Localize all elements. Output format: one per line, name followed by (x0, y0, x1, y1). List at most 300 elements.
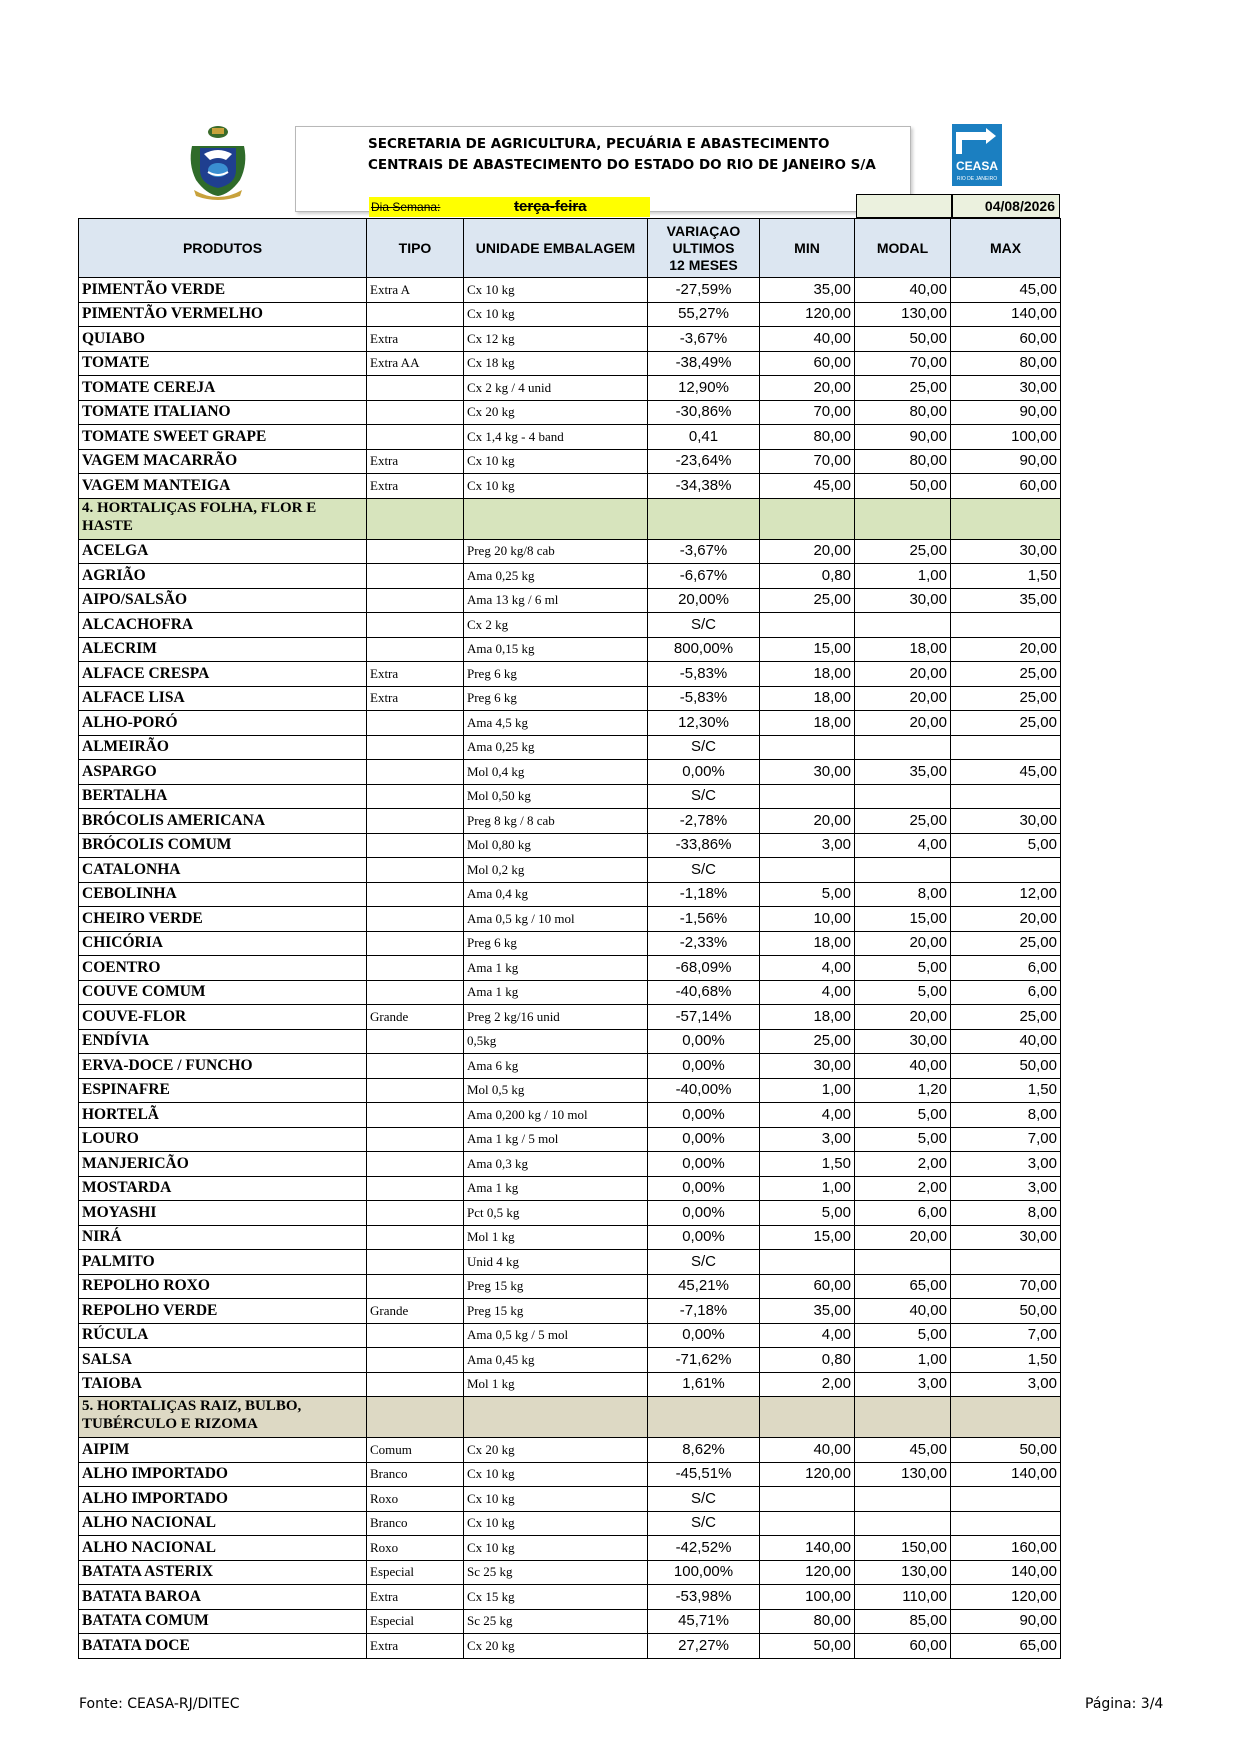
cell-variacao: -71,62% (648, 1348, 760, 1373)
cell-produto: CEBOLINHA (79, 882, 367, 907)
cell-modal: 35,00 (855, 760, 951, 785)
table-row (79, 1438, 1061, 1463)
cell-max: 30,00 (951, 376, 1061, 401)
cell-unidade: Preg 6 kg (464, 662, 648, 687)
table-row (79, 1462, 1061, 1487)
cell-tipo: Extra (367, 686, 464, 711)
table-row (79, 1511, 1061, 1536)
cell-unidade: Ama 0,200 kg / 10 mol (464, 1103, 648, 1128)
cell-produto: MANJERICÃO (79, 1152, 367, 1177)
cell-modal: 130,00 (855, 1462, 951, 1487)
section-empty-cell (951, 498, 1061, 539)
cell-modal (855, 1511, 951, 1536)
section-empty-cell (760, 1397, 855, 1438)
cell-tipo (367, 588, 464, 613)
cell-unidade: Cx 20 kg (464, 400, 648, 425)
header-line-1: SECRETARIA DE AGRICULTURA, PECUÁRIA E ABASTECIMENTO (368, 136, 830, 152)
table-row (79, 449, 1061, 474)
cell-variacao: 0,00% (648, 1054, 760, 1079)
cell-produto: CHICÓRIA (79, 931, 367, 956)
cell-unidade: Preg 15 kg (464, 1299, 648, 1324)
cell-tipo (367, 613, 464, 638)
table-row (79, 564, 1061, 589)
cell-variacao: -42,52% (648, 1536, 760, 1561)
cell-produto: REPOLHO ROXO (79, 1274, 367, 1299)
cell-modal: 40,00 (855, 278, 951, 303)
cell-unidade: Ama 0,25 kg (464, 564, 648, 589)
cell-min (760, 735, 855, 760)
cell-produto: PIMENTÃO VERDE (79, 278, 367, 303)
col-header-produtos: PRODUTOS (79, 219, 367, 278)
cell-modal: 130,00 (855, 302, 951, 327)
cell-max: 25,00 (951, 662, 1061, 687)
cell-unidade: Cx 10 kg (464, 302, 648, 327)
report-date: 04/08/2026 (952, 194, 1060, 218)
cell-variacao: 0,00% (648, 1103, 760, 1128)
cell-modal: 20,00 (855, 686, 951, 711)
cell-max: 20,00 (951, 637, 1061, 662)
cell-min: 35,00 (760, 278, 855, 303)
cell-variacao: 8,62% (648, 1438, 760, 1463)
cell-tipo (367, 1225, 464, 1250)
cell-unidade: Mol 1 kg (464, 1225, 648, 1250)
cell-modal: 5,00 (855, 1323, 951, 1348)
table-row (79, 1348, 1061, 1373)
table-row (79, 980, 1061, 1005)
cell-variacao: 0,00% (648, 1201, 760, 1226)
cell-min: 60,00 (760, 351, 855, 376)
cell-modal: 90,00 (855, 425, 951, 450)
table-row (79, 1176, 1061, 1201)
cell-tipo (367, 1201, 464, 1226)
col-header-variacao (648, 219, 760, 278)
cell-min: 3,00 (760, 833, 855, 858)
section-empty-cell (367, 1397, 464, 1438)
cell-unidade: Ama 0,45 kg (464, 1348, 648, 1373)
cell-unidade: Cx 1,4 kg - 4 band (464, 425, 648, 450)
col-header-unidade: UNIDADE EMBALAGEM (464, 219, 648, 278)
cell-tipo (367, 1348, 464, 1373)
cell-tipo: Grande (367, 1005, 464, 1030)
date-spacer-cell (856, 194, 952, 218)
cell-max: 12,00 (951, 882, 1061, 907)
table-row (79, 1323, 1061, 1348)
cell-tipo (367, 1152, 464, 1177)
cell-min: 20,00 (760, 809, 855, 834)
cell-modal: 1,00 (855, 564, 951, 589)
cell-modal: 5,00 (855, 956, 951, 981)
cell-produto: BERTALHA (79, 784, 367, 809)
cell-min: 18,00 (760, 931, 855, 956)
cell-variacao: 1,61% (648, 1372, 760, 1397)
cell-max (951, 735, 1061, 760)
table-row (79, 931, 1061, 956)
cell-min: 20,00 (760, 376, 855, 401)
cell-modal: 20,00 (855, 1225, 951, 1250)
cell-modal: 25,00 (855, 809, 951, 834)
footer-page-number: Página: 3/4 (1085, 1696, 1164, 1712)
cell-unidade: Ama 1 kg / 5 mol (464, 1127, 648, 1152)
cell-variacao: S/C (648, 1511, 760, 1536)
cell-variacao: S/C (648, 858, 760, 883)
cell-unidade: Cx 18 kg (464, 351, 648, 376)
cell-produto: MOYASHI (79, 1201, 367, 1226)
cell-modal: 2,00 (855, 1176, 951, 1201)
cell-max: 120,00 (951, 1585, 1061, 1610)
cell-modal: 70,00 (855, 351, 951, 376)
cell-produto: TOMATE SWEET GRAPE (79, 425, 367, 450)
cell-modal: 50,00 (855, 327, 951, 352)
cell-tipo (367, 833, 464, 858)
cell-max: 25,00 (951, 686, 1061, 711)
cell-max (951, 1487, 1061, 1512)
cell-variacao: -3,67% (648, 539, 760, 564)
cell-produto: BRÓCOLIS AMERICANA (79, 809, 367, 834)
cell-tipo: Comum (367, 1438, 464, 1463)
section-empty-cell (648, 498, 760, 539)
cell-unidade: Ama 1 kg (464, 1176, 648, 1201)
cell-min: 10,00 (760, 907, 855, 932)
section-header-row (79, 498, 1061, 539)
cell-min: 80,00 (760, 1609, 855, 1634)
cell-unidade: Mol 0,50 kg (464, 784, 648, 809)
cell-unidade: Preg 20 kg/8 cab (464, 539, 648, 564)
cell-min: 30,00 (760, 760, 855, 785)
cell-max: 7,00 (951, 1127, 1061, 1152)
cell-modal: 6,00 (855, 1201, 951, 1226)
cell-produto: ALFACE CRESPA (79, 662, 367, 687)
cell-min: 3,00 (760, 1127, 855, 1152)
cell-tipo (367, 760, 464, 785)
cell-max: 60,00 (951, 327, 1061, 352)
table-row (79, 1054, 1061, 1079)
cell-max: 20,00 (951, 907, 1061, 932)
cell-unidade: Sc 25 kg (464, 1609, 648, 1634)
cell-min (760, 1250, 855, 1275)
cell-min: 60,00 (760, 1274, 855, 1299)
cell-modal: 110,00 (855, 1585, 951, 1610)
cell-min: 120,00 (760, 1462, 855, 1487)
cell-max (951, 1250, 1061, 1275)
cell-produto: TOMATE (79, 351, 367, 376)
col-header-max: MAX (951, 219, 1061, 278)
cell-produto: AIPIM (79, 1438, 367, 1463)
cell-tipo (367, 735, 464, 760)
cell-max (951, 858, 1061, 883)
cell-tipo: Roxo (367, 1536, 464, 1561)
cell-modal: 20,00 (855, 931, 951, 956)
cell-variacao: -30,86% (648, 400, 760, 425)
day-label: Dia Semana: (369, 197, 466, 217)
cell-variacao: -5,83% (648, 662, 760, 687)
cell-produto: HORTELÃ (79, 1103, 367, 1128)
cell-unidade: Cx 10 kg (464, 449, 648, 474)
section-empty-cell (367, 498, 464, 539)
cell-unidade: Ama 4,5 kg (464, 711, 648, 736)
section-empty-cell (648, 1397, 760, 1438)
cell-modal: 4,00 (855, 833, 951, 858)
table-row (79, 1005, 1061, 1030)
cell-produto: BRÓCOLIS COMUM (79, 833, 367, 858)
cell-variacao: -1,56% (648, 907, 760, 932)
cell-modal: 20,00 (855, 711, 951, 736)
cell-tipo: Extra (367, 449, 464, 474)
cell-max: 1,50 (951, 1348, 1061, 1373)
cell-tipo: Grande (367, 1299, 464, 1324)
table-row (79, 327, 1061, 352)
cell-max: 25,00 (951, 1005, 1061, 1030)
table-row (79, 376, 1061, 401)
cell-produto: BATATA BAROA (79, 1585, 367, 1610)
cell-max: 90,00 (951, 449, 1061, 474)
cell-variacao: 12,90% (648, 376, 760, 401)
cell-tipo: Extra A (367, 278, 464, 303)
cell-min: 70,00 (760, 400, 855, 425)
cell-min: 4,00 (760, 1103, 855, 1128)
cell-min: 18,00 (760, 662, 855, 687)
cell-produto: ALMEIRÃO (79, 735, 367, 760)
logo-subtext: RIO DE JANEIRO (956, 176, 998, 182)
cell-min: 1,00 (760, 1078, 855, 1103)
table-row (79, 1250, 1061, 1275)
cell-variacao: -40,68% (648, 980, 760, 1005)
cell-max: 3,00 (951, 1372, 1061, 1397)
cell-unidade: Cx 20 kg (464, 1438, 648, 1463)
cell-unidade: Ama 13 kg / 6 ml (464, 588, 648, 613)
table-row (79, 1585, 1061, 1610)
cell-unidade: Sc 25 kg (464, 1560, 648, 1585)
cell-min: 80,00 (760, 425, 855, 450)
table-row (79, 588, 1061, 613)
cell-modal: 1,20 (855, 1078, 951, 1103)
cell-produto: COUVE COMUM (79, 980, 367, 1005)
cell-produto: ESPINAFRE (79, 1078, 367, 1103)
table-row (79, 278, 1061, 303)
col-header-modal: MODAL (855, 219, 951, 278)
cell-tipo (367, 425, 464, 450)
cell-max: 5,00 (951, 833, 1061, 858)
cell-variacao: 0,00% (648, 760, 760, 785)
cell-produto: TOMATE ITALIANO (79, 400, 367, 425)
cell-variacao: -57,14% (648, 1005, 760, 1030)
cell-produto: ASPARGO (79, 760, 367, 785)
cell-tipo (367, 1274, 464, 1299)
cell-variacao: 55,27% (648, 302, 760, 327)
cell-modal: 30,00 (855, 1029, 951, 1054)
table-row (79, 907, 1061, 932)
cell-max: 140,00 (951, 1560, 1061, 1585)
table-row (79, 1127, 1061, 1152)
cell-max: 6,00 (951, 980, 1061, 1005)
section-empty-cell (464, 1397, 648, 1438)
cell-modal (855, 784, 951, 809)
cell-min: 4,00 (760, 1323, 855, 1348)
cell-modal: 20,00 (855, 1005, 951, 1030)
cell-min: 4,00 (760, 980, 855, 1005)
cell-unidade: Mol 0,4 kg (464, 760, 648, 785)
cell-unidade: Mol 0,5 kg (464, 1078, 648, 1103)
cell-variacao: 0,00% (648, 1029, 760, 1054)
cell-modal: 15,00 (855, 907, 951, 932)
cell-modal: 20,00 (855, 662, 951, 687)
section-header-row (79, 1397, 1061, 1438)
cell-unidade: Ama 0,5 kg / 10 mol (464, 907, 648, 932)
cell-max: 40,00 (951, 1029, 1061, 1054)
cell-variacao: -40,00% (648, 1078, 760, 1103)
col-header-variacao-line2: ULTIMOS (672, 239, 735, 256)
cell-modal: 130,00 (855, 1560, 951, 1585)
cell-variacao: -1,18% (648, 882, 760, 907)
cell-variacao: 0,00% (648, 1127, 760, 1152)
table-row (79, 637, 1061, 662)
cell-max: 45,00 (951, 760, 1061, 785)
cell-variacao: -53,98% (648, 1585, 760, 1610)
cell-min: 30,00 (760, 1054, 855, 1079)
cell-tipo (367, 956, 464, 981)
cell-min: 18,00 (760, 1005, 855, 1030)
cell-produto: COUVE-FLOR (79, 1005, 367, 1030)
table-row (79, 1560, 1061, 1585)
cell-min: 2,00 (760, 1372, 855, 1397)
cell-tipo (367, 784, 464, 809)
cell-unidade: Preg 2 kg/16 unid (464, 1005, 648, 1030)
cell-modal (855, 1487, 951, 1512)
cell-variacao: 45,21% (648, 1274, 760, 1299)
cell-max: 30,00 (951, 539, 1061, 564)
cell-min: 0,80 (760, 564, 855, 589)
cell-modal: 45,00 (855, 1438, 951, 1463)
cell-tipo (367, 931, 464, 956)
cell-variacao: S/C (648, 613, 760, 638)
cell-produto: ENDÍVIA (79, 1029, 367, 1054)
cell-produto: ALHO IMPORTADO (79, 1487, 367, 1512)
cell-tipo (367, 980, 464, 1005)
cell-unidade: Cx 10 kg (464, 1511, 648, 1536)
cell-variacao: 0,00% (648, 1323, 760, 1348)
table-row (79, 784, 1061, 809)
cell-unidade: Cx 2 kg (464, 613, 648, 638)
table-header-row (79, 219, 1061, 278)
cell-variacao: 45,71% (648, 1609, 760, 1634)
cell-modal: 1,00 (855, 1348, 951, 1373)
cell-tipo: Branco (367, 1462, 464, 1487)
table-row (79, 302, 1061, 327)
cell-unidade: Mol 1 kg (464, 1372, 648, 1397)
cell-min: 70,00 (760, 449, 855, 474)
cell-tipo (367, 564, 464, 589)
cell-produto: COENTRO (79, 956, 367, 981)
cell-max: 60,00 (951, 474, 1061, 499)
cell-variacao: -27,59% (648, 278, 760, 303)
cell-unidade: Cx 15 kg (464, 1585, 648, 1610)
cell-variacao: -34,38% (648, 474, 760, 499)
cell-tipo: Extra (367, 1585, 464, 1610)
cell-min: 140,00 (760, 1536, 855, 1561)
table-body (79, 278, 1061, 1659)
cell-max: 70,00 (951, 1274, 1061, 1299)
cell-tipo (367, 809, 464, 834)
section-title: 4. HORTALIÇAS FOLHA, FLOR E HASTE (79, 498, 367, 539)
table-row (79, 760, 1061, 785)
cell-unidade: Pct 0,5 kg (464, 1201, 648, 1226)
cell-min (760, 1487, 855, 1512)
cell-min: 120,00 (760, 1560, 855, 1585)
col-header-tipo: TIPO (367, 219, 464, 278)
cell-unidade: Cx 10 kg (464, 1487, 648, 1512)
cell-variacao: -2,33% (648, 931, 760, 956)
cell-produto: ALHO-PORÓ (79, 711, 367, 736)
cell-produto: VAGEM MANTEIGA (79, 474, 367, 499)
cell-min: 50,00 (760, 1634, 855, 1659)
cell-min: 18,00 (760, 711, 855, 736)
day-value: terça-feira (466, 197, 650, 217)
cell-unidade: Cx 20 kg (464, 1634, 648, 1659)
cell-variacao: 27,27% (648, 1634, 760, 1659)
cell-produto: BATATA ASTERIX (79, 1560, 367, 1585)
cell-variacao: 800,00% (648, 637, 760, 662)
cell-variacao: -45,51% (648, 1462, 760, 1487)
cell-modal: 50,00 (855, 474, 951, 499)
cell-unidade: Ama 1 kg (464, 980, 648, 1005)
cell-unidade: Preg 15 kg (464, 1274, 648, 1299)
cell-modal: 3,00 (855, 1372, 951, 1397)
cell-min: 120,00 (760, 302, 855, 327)
cell-max: 45,00 (951, 278, 1061, 303)
table-row (79, 1103, 1061, 1128)
cell-produto: ERVA-DOCE / FUNCHO (79, 1054, 367, 1079)
table-row (79, 662, 1061, 687)
table-row (79, 474, 1061, 499)
cell-tipo (367, 1323, 464, 1348)
cell-modal: 85,00 (855, 1609, 951, 1634)
cell-variacao: -68,09% (648, 956, 760, 981)
cell-max: 35,00 (951, 588, 1061, 613)
cell-tipo (367, 302, 464, 327)
table-row (79, 1152, 1061, 1177)
cell-tipo (367, 711, 464, 736)
cell-produto: LOURO (79, 1127, 367, 1152)
cell-modal: 65,00 (855, 1274, 951, 1299)
cell-modal: 5,00 (855, 980, 951, 1005)
cell-variacao: -23,64% (648, 449, 760, 474)
cell-max: 1,50 (951, 564, 1061, 589)
table-row (79, 1487, 1061, 1512)
table-row (79, 539, 1061, 564)
cell-variacao: 0,00% (648, 1225, 760, 1250)
cell-max: 50,00 (951, 1299, 1061, 1324)
cell-modal: 5,00 (855, 1103, 951, 1128)
cell-unidade: Mol 0,80 kg (464, 833, 648, 858)
table-row (79, 1274, 1061, 1299)
cell-tipo (367, 376, 464, 401)
cell-unidade: Preg 8 kg / 8 cab (464, 809, 648, 834)
cell-modal: 60,00 (855, 1634, 951, 1659)
cell-unidade: 0,5kg (464, 1029, 648, 1054)
cell-max: 8,00 (951, 1201, 1061, 1226)
cell-max: 50,00 (951, 1438, 1061, 1463)
cell-produto: TOMATE CEREJA (79, 376, 367, 401)
cell-variacao: -33,86% (648, 833, 760, 858)
cell-produto: NIRÁ (79, 1225, 367, 1250)
cell-unidade: Ama 1 kg (464, 956, 648, 981)
cell-modal: 18,00 (855, 637, 951, 662)
cell-max: 3,00 (951, 1152, 1061, 1177)
section-empty-cell (760, 498, 855, 539)
cell-max (951, 784, 1061, 809)
cell-modal (855, 613, 951, 638)
cell-min: 0,80 (760, 1348, 855, 1373)
cell-variacao: 0,00% (648, 1152, 760, 1177)
